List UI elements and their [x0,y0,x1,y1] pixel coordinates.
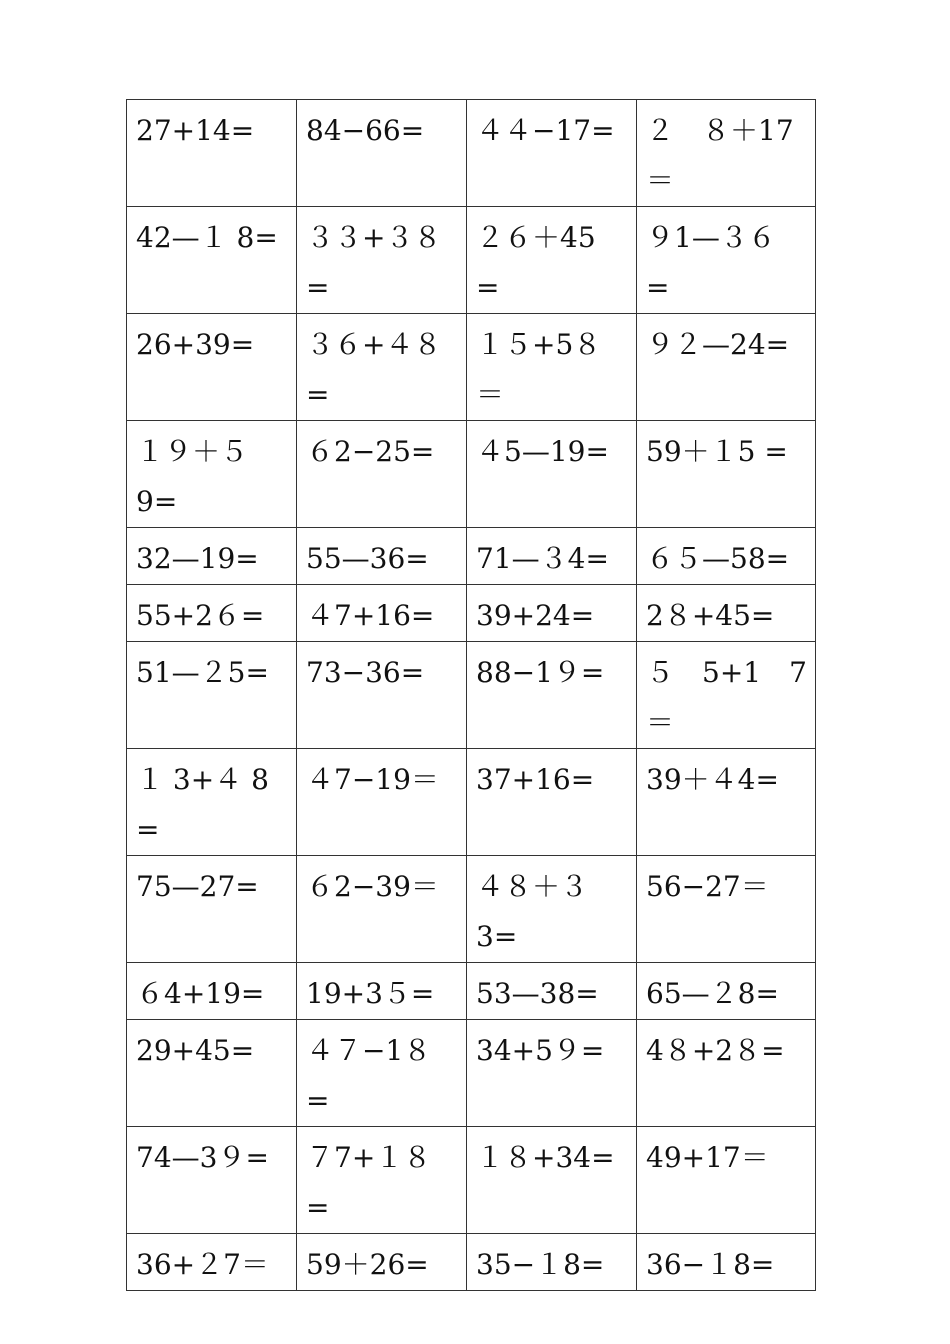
problem-cell: ６５—58= [637,528,816,585]
table-row [127,749,816,856]
problem-cell: １５+5８ ＝ [467,314,637,421]
problem-cell: 35−１8= [467,1234,637,1291]
problem-cell: 34+5９= [467,1020,637,1127]
problem-cell: 56−27＝ [637,856,816,963]
problem-cell: ６4+19= [127,963,297,1020]
problem-cell: 59＋１5 = [637,421,816,528]
problem-cell: ６2−39＝ [297,856,467,963]
problem-cell: 53—38= [467,963,637,1020]
table-row [127,528,816,585]
problem-cell: ３６+４８ = [297,314,467,421]
problem-cell: 84−66= [297,100,467,207]
problem-cell: 36−１8= [637,1234,816,1291]
problem-cell: ４5—19= [467,421,637,528]
problem-cell: 37+16= [467,749,637,856]
problem-cell: 36+２7＝ [127,1234,297,1291]
problem-cell: 2８+45= [637,585,816,642]
problem-cell: 42—１ 8= [127,207,297,314]
table-row [127,1234,816,1291]
table-row [127,421,816,528]
arithmetic-worksheet-table [126,99,816,1291]
table-row [127,963,816,1020]
problem-cell: 26+39= [127,314,297,421]
problem-cell: 55—36= [297,528,467,585]
problem-cell: 88−1９= [467,642,637,749]
problem-cell: ４８＋３ 3= [467,856,637,963]
problem-cell: ２ ８＋17 ＝ [637,100,816,207]
problem-cell: 32—19= [127,528,297,585]
problem-cell: ７7+１８ = [297,1127,467,1234]
table-row [127,1020,816,1127]
problem-cell: 65—２8= [637,963,816,1020]
problem-cell: 19+3５= [297,963,467,1020]
problem-cell: １ 3+４ 8 = [127,749,297,856]
problem-cell: ４7−19＝ [297,749,467,856]
table-row [127,207,816,314]
table-row [127,314,816,421]
problem-cell: ４４−17= [467,100,637,207]
table-row [127,642,816,749]
problem-cell: 39+24= [467,585,637,642]
problem-cell: 73−36= [297,642,467,749]
problem-cell: 39＋４4= [637,749,816,856]
problem-cell: 4８+2８= [637,1020,816,1127]
table-row [127,585,816,642]
problem-cell: １８+34= [467,1127,637,1234]
problem-cell: 74—3９= [127,1127,297,1234]
table-row [127,100,816,207]
problem-cell: １９＋５ 9= [127,421,297,528]
problem-cell: 27+14= [127,100,297,207]
problem-cell: ２６＋45 = [467,207,637,314]
table-row [127,856,816,963]
problem-cell: ５ 5+1 7 ＝ [637,642,816,749]
problem-cell: 59＋26= [297,1234,467,1291]
problem-cell: ９1—３６ = [637,207,816,314]
problem-cell: 75—27= [127,856,297,963]
problem-cell: ６2−25= [297,421,467,528]
problem-cell: 51—２5= [127,642,297,749]
problem-cell: 49+17＝ [637,1127,816,1234]
table-row [127,1127,816,1234]
problem-cell: ４7+16= [297,585,467,642]
problem-cell: 71—３4= [467,528,637,585]
problem-cell: ９２—24= [637,314,816,421]
problem-cell: 55+2６= [127,585,297,642]
problem-cell: 29+45= [127,1020,297,1127]
problem-cell: ３３+３８ = [297,207,467,314]
problem-cell: ４７−1８ = [297,1020,467,1127]
